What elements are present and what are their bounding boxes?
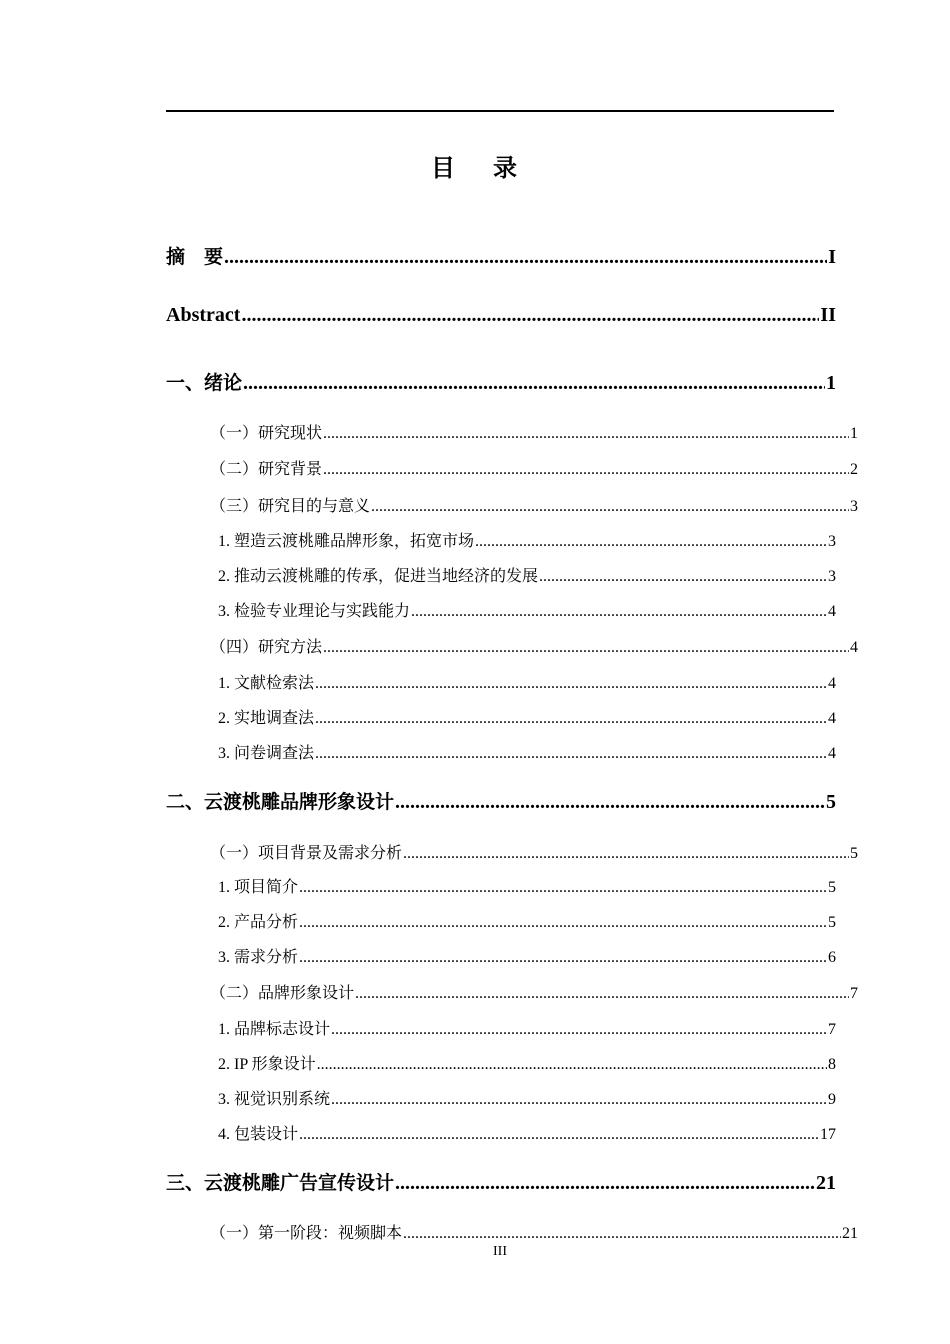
toc-entry-chapter-1[interactable] xyxy=(166,368,836,396)
dot-leader xyxy=(331,1021,827,1039)
toc-section-number: （一） xyxy=(210,425,259,442)
toc-entry-2-2-1[interactable] xyxy=(218,1016,836,1040)
dot-leader xyxy=(317,1056,827,1074)
toc-label: 1. 项目简介 xyxy=(218,879,299,896)
toc-entry-abstract-cn[interactable] xyxy=(166,242,836,270)
toc-page-number: 3 xyxy=(828,533,836,550)
toc-label: 研究现状 xyxy=(258,425,323,442)
toc-label: 1. 品牌标志设计 xyxy=(218,1021,331,1038)
dot-leader xyxy=(315,745,827,763)
toc-page-number: 7 xyxy=(828,1021,836,1038)
dot-leader xyxy=(241,304,819,327)
toc-label: 绪论 xyxy=(204,372,243,394)
toc-page-number: I xyxy=(828,246,836,268)
toc-entry-2-1-1[interactable] xyxy=(218,874,836,898)
toc-title-char-2: 录 xyxy=(493,154,519,182)
toc-page-number: 5 xyxy=(828,914,836,931)
toc-entry-2-1-2[interactable] xyxy=(218,909,836,933)
toc-label: 2. 产品分析 xyxy=(218,914,299,931)
toc-entry-1-3-3[interactable] xyxy=(218,598,836,622)
toc-section-number: （二） xyxy=(210,985,259,1002)
dot-leader xyxy=(539,568,827,586)
dot-leader xyxy=(403,1225,841,1243)
dot-leader xyxy=(395,1172,815,1195)
toc-entry-2-2-3[interactable] xyxy=(218,1086,836,1110)
toc-title-char-1: 目 xyxy=(431,154,457,182)
toc-page-number: 21 xyxy=(816,1172,836,1194)
toc-entry-1-4[interactable] xyxy=(188,634,858,658)
dot-leader xyxy=(355,985,849,1003)
toc-chapter-number: 一、 xyxy=(166,372,205,394)
toc-label: 2. 推动云渡桃雕的传承，促进当地经济的发展 xyxy=(218,568,539,585)
toc-label: 云渡桃雕广告宣传设计 xyxy=(204,1172,395,1194)
toc-page-number: 4 xyxy=(828,603,836,620)
toc-label: 1. 文献检索法 xyxy=(218,675,315,692)
toc-page-number: 1 xyxy=(850,425,858,442)
toc-page-number: 8 xyxy=(828,1056,836,1073)
toc-section-number: （四） xyxy=(210,639,259,656)
dot-leader xyxy=(411,603,827,621)
toc-entry-1-1[interactable] xyxy=(188,420,858,444)
toc-page-number: II xyxy=(820,304,836,326)
toc-entry-chapter-2[interactable] xyxy=(166,787,836,815)
toc-page-number: 17 xyxy=(820,1126,836,1143)
toc-label: 摘 要 xyxy=(166,246,224,268)
toc-entry-1-3-2[interactable] xyxy=(218,563,836,587)
dot-leader xyxy=(315,675,827,693)
toc-page-number: 2 xyxy=(850,461,858,478)
dot-leader xyxy=(299,879,827,897)
toc-entry-abstract-en[interactable] xyxy=(166,304,836,332)
toc-section-number: （三） xyxy=(210,498,259,515)
toc-label: Abstract xyxy=(166,304,241,326)
toc-label: 3. 视觉识别系统 xyxy=(218,1091,331,1108)
toc-page-number: 3 xyxy=(850,498,858,515)
toc-label: 3. 需求分析 xyxy=(218,949,299,966)
toc-entry-2-1-3[interactable] xyxy=(218,944,836,968)
toc-entry-1-4-1[interactable] xyxy=(218,670,836,694)
dot-leader xyxy=(243,372,825,395)
toc-chapter-number: 二、 xyxy=(166,791,205,813)
toc-page-number: 5 xyxy=(826,791,836,813)
toc-label: 第一阶段：视频脚本 xyxy=(258,1225,403,1242)
toc-label: 2. 实地调查法 xyxy=(218,710,315,727)
toc-page-number: 4 xyxy=(828,710,836,727)
toc-label: 2. IP 形象设计 xyxy=(218,1056,316,1073)
toc-label: 研究目的与意义 xyxy=(258,498,371,515)
dot-leader xyxy=(323,639,849,657)
header-rule xyxy=(166,110,834,112)
dot-leader xyxy=(315,710,827,728)
toc-label: 研究背景 xyxy=(258,461,323,478)
toc-entry-1-3-1[interactable] xyxy=(218,528,836,552)
footer-page-number: III xyxy=(493,1244,507,1259)
toc-page-number: 9 xyxy=(828,1091,836,1108)
toc-page-number: 1 xyxy=(826,372,836,394)
toc-page-number: 6 xyxy=(828,949,836,966)
toc-page-number: 4 xyxy=(828,675,836,692)
dot-leader xyxy=(403,845,849,863)
toc-entry-1-4-3[interactable] xyxy=(218,740,836,764)
toc-entry-2-2-2[interactable] xyxy=(218,1051,836,1075)
toc-label: 3. 问卷调查法 xyxy=(218,745,315,762)
toc-chapter-number: 三、 xyxy=(166,1172,205,1194)
dot-leader xyxy=(299,949,827,967)
toc-section-number: （一） xyxy=(210,845,259,862)
dot-leader xyxy=(475,533,827,551)
toc-entry-1-4-2[interactable] xyxy=(218,705,836,729)
toc-entry-1-2[interactable] xyxy=(188,456,858,480)
toc-page-number: 3 xyxy=(828,568,836,585)
dot-leader xyxy=(331,1091,827,1109)
toc-entry-1-3[interactable] xyxy=(188,493,858,517)
toc-page-number: 4 xyxy=(828,745,836,762)
dot-leader xyxy=(395,791,825,814)
dot-leader xyxy=(371,498,849,516)
toc-page-number: 7 xyxy=(850,985,858,1002)
toc-section-number: （一） xyxy=(210,1225,259,1242)
toc-page-number: 21 xyxy=(842,1225,858,1242)
toc-page-number: 5 xyxy=(850,845,858,862)
toc-entry-3-1[interactable] xyxy=(188,1220,858,1244)
toc-entry-2-2-4[interactable] xyxy=(218,1121,836,1145)
toc-label: 1. 塑造云渡桃雕品牌形象，拓宽市场 xyxy=(218,533,475,550)
dot-leader xyxy=(299,914,827,932)
toc-label: 3. 检验专业理论与实践能力 xyxy=(218,603,411,620)
toc-entry-chapter-3[interactable] xyxy=(166,1168,836,1196)
dot-leader xyxy=(323,461,849,479)
toc-label: 研究方法 xyxy=(258,639,323,656)
dot-leader xyxy=(224,246,827,269)
toc-page-number: 5 xyxy=(828,879,836,896)
toc-entry-2-2[interactable] xyxy=(188,980,858,1004)
dot-leader xyxy=(299,1126,819,1144)
toc-page-number: 4 xyxy=(850,639,858,656)
dot-leader xyxy=(323,425,849,443)
toc-label: 品牌形象设计 xyxy=(258,985,355,1002)
toc-label: 4. 包装设计 xyxy=(218,1126,299,1143)
toc-title xyxy=(0,148,950,183)
toc-entry-2-1[interactable] xyxy=(188,840,858,864)
toc-label: 项目背景及需求分析 xyxy=(258,845,403,862)
toc-section-number: （二） xyxy=(210,461,259,478)
toc-label: 云渡桃雕品牌形象设计 xyxy=(204,791,395,813)
